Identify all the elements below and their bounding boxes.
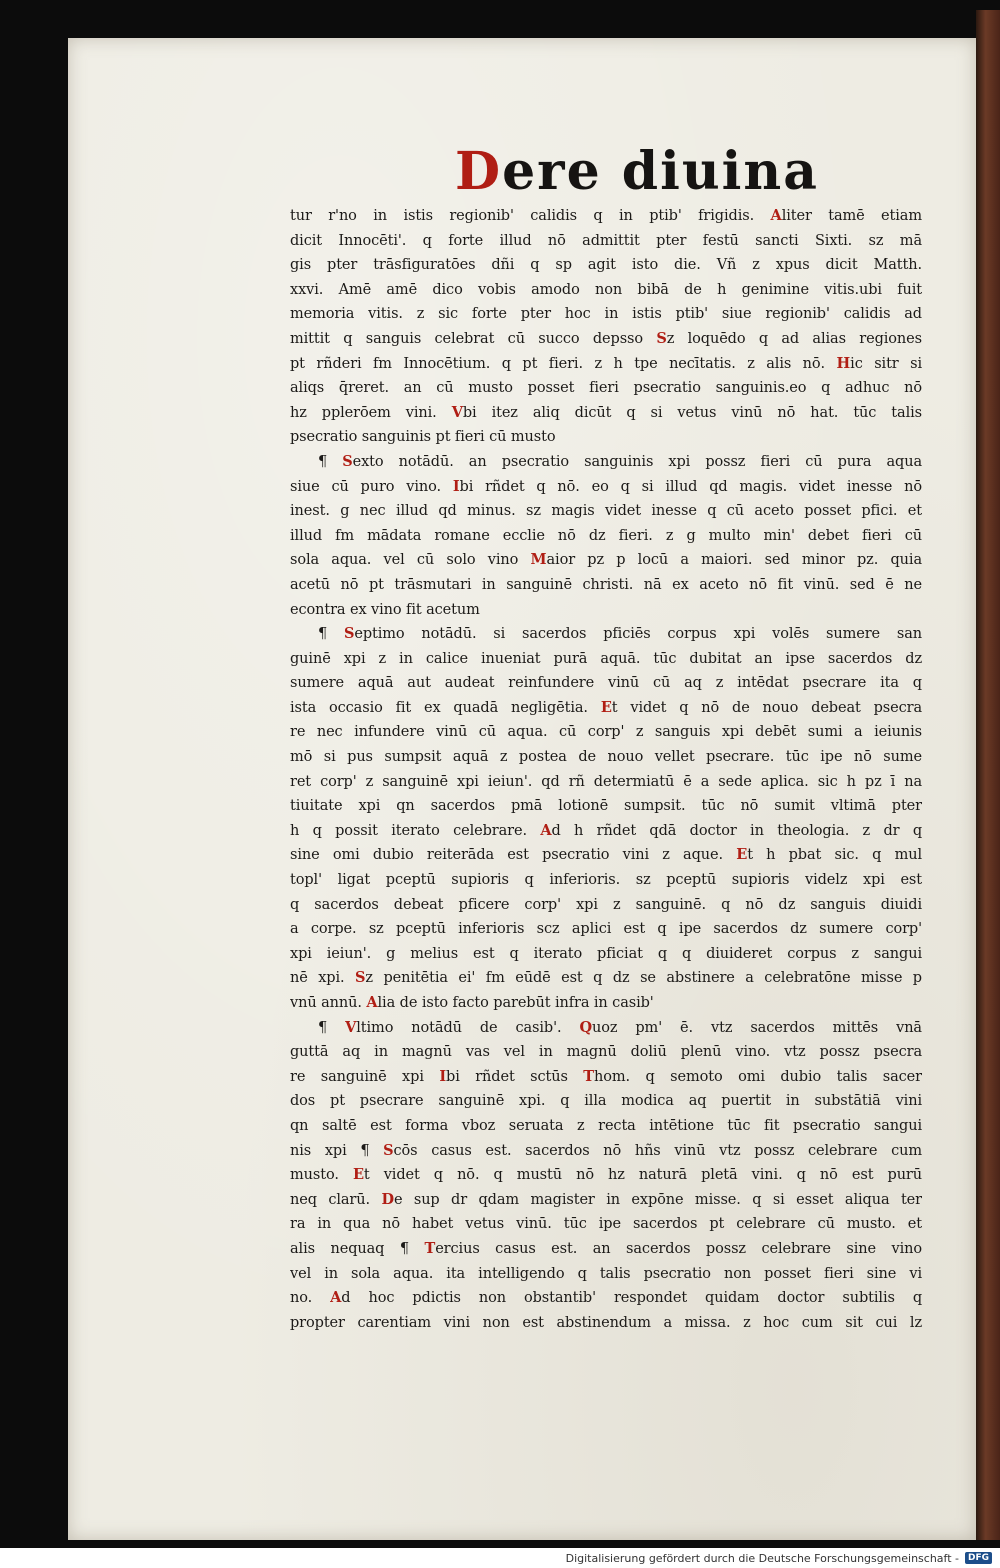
text-line bbox=[290, 942, 922, 967]
text-segment: uoz pm' ē. vtz sacerdos mittēs vnā bbox=[591, 1019, 922, 1036]
text-line bbox=[290, 794, 922, 819]
text-line bbox=[290, 327, 922, 352]
text-segment: tur r'no in istis regionib' calidis q in ptib' frigidis. bbox=[290, 208, 771, 224]
text-segment: mō si pus sumpsit aquā z postea de nouo vellet psecrare. tūc ipe nō sume bbox=[290, 749, 922, 766]
text-segment: ltimo notādū de casib'. bbox=[356, 1019, 580, 1036]
text-line bbox=[290, 425, 922, 450]
rubricated-initial: T bbox=[424, 1239, 436, 1257]
text-segment: t h pbat sic. q mul bbox=[747, 847, 922, 864]
text-segment: ¶ bbox=[318, 626, 344, 643]
text-segment: cōs casus est. sacerdos nō hñs vinū vtz possz celebrare cum bbox=[393, 1142, 922, 1159]
text-segment: aior pz p locū a maiori. sed minor pz. quia bbox=[546, 552, 922, 569]
running-head bbox=[455, 140, 819, 204]
footer-credit: Digitalisierung gefördert durch die Deutsche Forschungsgemeinschaft - bbox=[565, 1551, 959, 1565]
text-line bbox=[290, 868, 922, 893]
text-segment: vnū annū. bbox=[290, 995, 367, 1011]
rubricated-initial: D bbox=[381, 1190, 394, 1208]
text-line bbox=[290, 475, 922, 500]
text-line bbox=[290, 1163, 922, 1188]
text-segment: bi rñdet q nō. eo q si illud qd magis. videt inesse nō bbox=[459, 478, 922, 495]
text-segment: mittit q sanguis celebrat cū succo depsso bbox=[290, 330, 657, 347]
text-segment: bi rñdet sctūs bbox=[446, 1068, 584, 1085]
rubricated-initial: V bbox=[451, 403, 463, 421]
text-line bbox=[290, 1114, 922, 1139]
rubricated-initial: T bbox=[583, 1067, 594, 1085]
text-line bbox=[290, 917, 922, 942]
text-line bbox=[290, 991, 922, 1016]
rubricated-initial: E bbox=[736, 846, 748, 864]
rubricated-initial: A bbox=[770, 207, 782, 224]
rubricated-initial: E bbox=[352, 1166, 364, 1184]
text-line bbox=[290, 1212, 922, 1237]
text-line bbox=[290, 229, 922, 254]
text-segment: d h rñdet qdā doctor in theologia. z dr q bbox=[551, 822, 922, 839]
text-segment: memoria vitis. z sic forte pter hoc in istis ptib' siue regionib' calidis ad bbox=[290, 306, 922, 323]
text-segment: re sanguinē xpi bbox=[290, 1068, 440, 1085]
rubricated-initial: A bbox=[330, 1289, 342, 1307]
text-segment: xxvi. Amē amē dico vobis amodo non bibā de h genimine vitis.ubi fuit bbox=[290, 281, 922, 298]
text-segment: e sup dr qdam magister in expōne misse. q si esset aliqua ter bbox=[393, 1191, 922, 1208]
text-line bbox=[290, 1089, 922, 1114]
text-line bbox=[290, 204, 922, 229]
text-line bbox=[290, 966, 922, 991]
text-segment: pt rñderi fm Innocētium. q pt fieri. z h tpe necītatis. z alis nō. bbox=[290, 355, 837, 372]
text-line bbox=[290, 671, 922, 696]
rubricated-initial: S bbox=[343, 625, 355, 643]
text-line bbox=[290, 720, 922, 745]
text-segment: re nec infundere vinū cū aqua. cū corp' z sanguis xpi debēt sumi a ieiunis bbox=[290, 724, 922, 741]
text-line bbox=[290, 573, 922, 598]
text-segment: tiuitate xpi qn sacerdos pmā lotionē sumpsit. tūc nō sumit vltimā pter bbox=[290, 798, 922, 815]
rubricated-initial: S bbox=[355, 969, 366, 987]
text-line bbox=[290, 1139, 922, 1164]
text-segment: vel in sola aqua. ita intelligendo q talis psecratio non posset fieri sine vi bbox=[290, 1265, 922, 1282]
text-segment: psecratio sanguinis pt fieri cū musto bbox=[290, 429, 556, 446]
rubricated-initial: Q bbox=[579, 1018, 592, 1036]
text-line bbox=[290, 1262, 922, 1287]
text-segment: nē xpi. bbox=[290, 970, 356, 987]
text-line bbox=[290, 622, 922, 647]
text-segment: sola aqua. vel cū solo vino bbox=[290, 552, 531, 569]
text-segment: q sacerdos debeat pficere corp' xpi z sanguinē. q nō dz sanguis diuidi bbox=[290, 896, 922, 913]
book-cover-edge bbox=[976, 10, 1000, 1540]
text-block bbox=[290, 204, 922, 1335]
text-line bbox=[290, 499, 922, 524]
rubricated-initial: S bbox=[656, 329, 667, 347]
rubricated-initial: E bbox=[600, 698, 612, 716]
text-segment: ista occasio fit ex quadā negligētia. bbox=[290, 699, 601, 716]
text-segment: t videt q nō de nouo debeat psecra bbox=[611, 699, 922, 716]
text-segment: neq clarū. bbox=[290, 1191, 382, 1208]
text-segment: qn saltē est forma vboz seruata z recta intētione tūc fit psecratio sangui bbox=[290, 1117, 922, 1134]
text-segment: gis pter trāsfiguratōes dñi q sp agit isto die. Vñ z xpus dicit Matth. bbox=[290, 257, 922, 274]
text-line bbox=[290, 352, 922, 377]
text-segment: no. bbox=[290, 1290, 331, 1307]
text-line bbox=[290, 376, 922, 401]
text-segment: eptimo notādū. si sacerdos pficiēs corpus xpi volēs sumere san bbox=[354, 626, 922, 643]
text-segment: siue cū puro vino. bbox=[290, 478, 453, 495]
text-segment: hom. q semoto omi dubio talis sacer bbox=[593, 1068, 922, 1085]
text-segment: alis nequaq ¶ bbox=[290, 1240, 425, 1257]
running-head-initial: D bbox=[455, 141, 503, 202]
text-segment: inest. g nec illud qd minus. sz magis videt inesse q cū aceto posset pfici. et bbox=[290, 503, 922, 520]
rubricated-initial: A bbox=[540, 821, 552, 839]
text-segment: econtra ex vino fit acetum bbox=[290, 601, 480, 618]
running-head-text: ere diuina bbox=[502, 141, 819, 202]
text-line bbox=[290, 278, 922, 303]
text-segment: liter tamē etiam bbox=[781, 208, 922, 224]
rubricated-initial: S bbox=[342, 452, 353, 470]
text-segment: d hoc pdictis non obstantib' respondet quidam doctor subtilis q bbox=[341, 1290, 922, 1307]
text-segment: guttā aq in magnū vas vel in magnū doliū plenū vino. vtz possz psecra bbox=[290, 1044, 922, 1061]
rubricated-initial: A bbox=[366, 994, 378, 1011]
text-line bbox=[290, 696, 922, 721]
text-line bbox=[290, 770, 922, 795]
text-segment: dos pt psecrare sanguinē xpi. q illa modica aq puertit in substātiā vini bbox=[290, 1093, 922, 1110]
text-segment: ¶ bbox=[318, 453, 343, 470]
text-line bbox=[290, 598, 922, 623]
text-line bbox=[290, 843, 922, 868]
rubricated-initial: M bbox=[530, 551, 547, 569]
text-segment: nis xpi ¶ bbox=[290, 1142, 384, 1159]
rubricated-initial: I bbox=[439, 1067, 447, 1085]
text-segment: ercius casus est. an sacerdos possz celebrare sine vino bbox=[435, 1240, 922, 1257]
text-line bbox=[290, 524, 922, 549]
text-segment: musto. bbox=[290, 1167, 353, 1184]
text-segment: propter carentiam vini non est abstinendum a missa. z hoc cum sit cui lz bbox=[290, 1314, 922, 1331]
text-line bbox=[290, 450, 922, 475]
text-line bbox=[290, 745, 922, 770]
text-segment: xpi ieiun'. g melius est q iterato pficiat q q diuideret corpus z sangui bbox=[290, 945, 922, 962]
text-segment: topl' ligat pceptū supioris q inferioris. sz pceptū supioris videlz xpi est bbox=[290, 872, 922, 889]
text-segment: exto notādū. an psecratio sanguinis xpi possz fieri cū pura aqua bbox=[352, 453, 922, 470]
text-line bbox=[290, 401, 922, 426]
text-segment: hz pplerōem vini. bbox=[290, 404, 452, 421]
text-line bbox=[290, 302, 922, 327]
text-line bbox=[290, 253, 922, 278]
text-line bbox=[290, 1237, 922, 1262]
text-segment: a corpe. sz pceptū inferioris scz aplici est q ipe sacerdos dz sumere corp' bbox=[290, 921, 922, 938]
digitization-footer bbox=[0, 1548, 1000, 1568]
text-segment: guinē xpi z in calice inueniat purā aquā. tūc dubitat an ipse sacerdos dz bbox=[290, 650, 922, 667]
text-segment: sumere aquā aut audeat reinfundere vinū cū aq z intēdat psecrare ita q bbox=[290, 675, 922, 692]
text-segment: bi itez aliq dicūt q si vetus vinū nō hat. tūc talis bbox=[462, 404, 922, 421]
text-segment: aliqs q̄reret. an cū musto posset fieri psecratio sanguinis.eo q adhuc nō bbox=[290, 380, 922, 397]
rubricated-initial: S bbox=[383, 1141, 394, 1159]
text-segment: ¶ bbox=[318, 1019, 346, 1036]
text-line bbox=[290, 1016, 922, 1041]
text-line bbox=[290, 1188, 922, 1213]
text-line bbox=[290, 1065, 922, 1090]
text-line bbox=[290, 647, 922, 672]
text-segment: acetū nō pt trāsmutari in sanguinē christi. nā ex aceto nō fit vinū. sed ē ne bbox=[290, 576, 922, 593]
text-segment: ret corp' z sanguinē xpi ieiun'. qd rñ determiatū ē a sede aplica. sic h pz ī na bbox=[290, 773, 922, 790]
text-segment: sine omi dubio reiterāda est psecratio vini z aque. bbox=[290, 847, 737, 864]
text-line bbox=[290, 548, 922, 573]
text-segment: dicit Innocēti'. q forte illud nō admittit pter festū sancti Sixti. sz mā bbox=[290, 232, 922, 249]
text-segment: lia de isto facto parebūt infra in casib' bbox=[377, 995, 654, 1011]
text-line bbox=[290, 819, 922, 844]
text-line bbox=[290, 893, 922, 918]
text-segment: h q possit iterato celebrare. bbox=[290, 822, 541, 839]
rubricated-initial: I bbox=[452, 477, 460, 495]
text-line bbox=[290, 1040, 922, 1065]
dfg-logo: DFG bbox=[965, 1552, 992, 1564]
text-segment: illud fm mādata romane ecclie nō dz fieri. z g multo min' debet fieri cū bbox=[290, 527, 922, 544]
text-segment: t videt q nō. q mustū nō hz naturā pletā vini. q nō est purū bbox=[363, 1167, 922, 1184]
text-segment: z penitētia ei' fm eūdē est q dz se abstinere a celebratōne misse p bbox=[365, 970, 922, 987]
rubricated-initial: V bbox=[345, 1018, 357, 1036]
text-segment: ra in qua nō habet vetus vinū. tūc ipe sacerdos pt celebrare cū musto. et bbox=[290, 1216, 922, 1233]
text-line bbox=[290, 1311, 922, 1336]
text-segment: z loquēdo q ad alias regiones bbox=[666, 330, 922, 347]
rubricated-initial: H bbox=[836, 354, 851, 372]
text-segment: ic sitr si bbox=[850, 355, 922, 372]
text-line bbox=[290, 1286, 922, 1311]
